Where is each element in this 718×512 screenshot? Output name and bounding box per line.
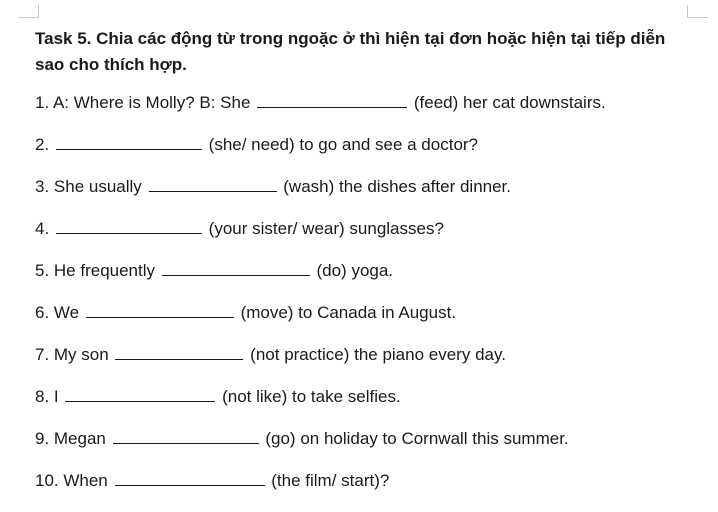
item-prompt: 1. A: Where is Molly? B: She xyxy=(35,93,251,112)
item-hint: (wash) the dishes after dinner. xyxy=(283,177,511,196)
item-hint: (go) on holiday to Cornwall this summer. xyxy=(265,429,569,448)
item-hint: (not practice) the piano every day. xyxy=(250,345,506,364)
answer-blank[interactable] xyxy=(257,92,407,108)
answer-blank[interactable] xyxy=(56,134,202,150)
answer-blank[interactable] xyxy=(115,470,265,486)
item-hint: (do) yoga. xyxy=(316,261,394,280)
answer-blank[interactable] xyxy=(162,260,310,276)
item-hint: (your sister/ wear) sunglasses? xyxy=(208,219,444,238)
exercise-item-5 xyxy=(35,260,695,302)
exercise-item-9 xyxy=(35,428,695,470)
exercise-item-1 xyxy=(35,92,695,134)
item-prompt: 3. She usually xyxy=(35,177,142,196)
exercise-item-8 xyxy=(35,386,695,428)
item-prompt: 6. We xyxy=(35,303,80,322)
exercise-item-2 xyxy=(35,134,695,176)
task-title: Task 5. Chia các động từ trong ngoặc ở thì hiện tại đơn hoặc hiện tại tiếp diễn sao cho thích hợp. xyxy=(35,29,666,74)
exercise-item-4 xyxy=(35,218,695,260)
answer-blank[interactable] xyxy=(65,386,215,402)
exercise-item-7 xyxy=(35,344,695,386)
exercise-item-3 xyxy=(35,176,695,218)
item-hint: (feed) her cat downstairs. xyxy=(413,93,606,112)
page-corner-mark-right xyxy=(687,5,708,18)
page-corner-mark-left xyxy=(18,5,39,18)
item-prompt: 2. xyxy=(35,135,50,154)
item-hint: (she/ need) to go and see a doctor? xyxy=(208,135,479,154)
item-prompt: 7. My son xyxy=(35,345,109,364)
answer-blank[interactable] xyxy=(86,302,234,318)
item-prompt: 8. I xyxy=(35,387,59,406)
item-prompt: 4. xyxy=(35,219,50,238)
item-hint: (the film/ start)? xyxy=(271,471,390,490)
exercise-item-10 xyxy=(35,470,695,512)
item-prompt: 9. Megan xyxy=(35,429,106,448)
exercise-item-6 xyxy=(35,302,695,344)
answer-blank[interactable] xyxy=(149,176,277,192)
item-prompt: 5. He frequently xyxy=(35,261,156,280)
answer-blank[interactable] xyxy=(115,344,243,360)
worksheet xyxy=(35,26,695,512)
item-hint: (not like) to take selfies. xyxy=(222,387,401,406)
item-prompt: 10. When xyxy=(35,471,108,490)
answer-blank[interactable] xyxy=(113,428,259,444)
answer-blank[interactable] xyxy=(56,218,202,234)
item-hint: (move) to Canada in August. xyxy=(240,303,457,322)
